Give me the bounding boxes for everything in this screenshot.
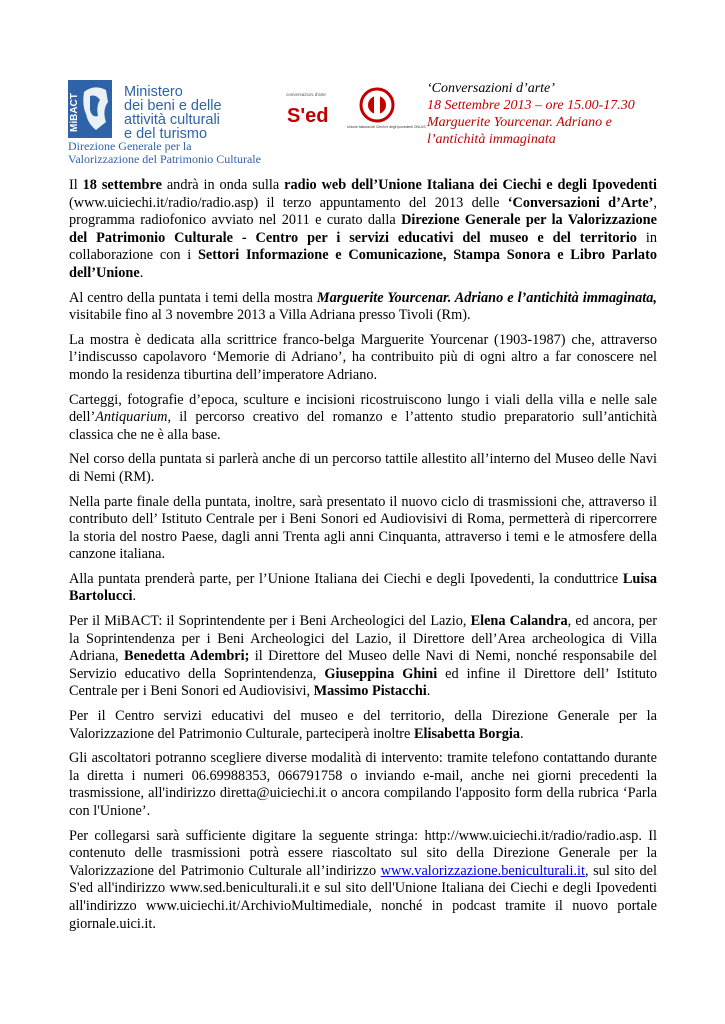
event-title: ‘Conversazioni d’arte’	[427, 81, 555, 96]
text-run: Per il MiBACT: il Soprintendente per i Beni Archeologici del Lazio,	[69, 613, 471, 630]
ministry-name-line: e del turismo	[124, 126, 208, 142]
paragraph: Nella parte finale della puntata, inoltre, sarà presentato il nuovo ciclo di trasmissioni che, attraverso il contributo dell’ Istituto Centrale per i Beni Sonori ed Audiovisivi di Roma, permetterà di ripercorrere la storia del nostro Paese, dagli anni Trenta agli anni Cinquanta, attraverso i temi e le atmosfere della canzone italiana.	[69, 493, 657, 563]
uici-caption: Unione Italiana dei Ciechi e degli Ipovedenti ONLUS	[347, 125, 426, 129]
bold-text: Giuseppina Ghini	[324, 665, 438, 682]
directorate-line: Direzione Generale per la	[68, 139, 192, 153]
valorizzazione-link[interactable]: www.valorizzazione.beniculturali.it	[380, 862, 585, 879]
paragraph	[69, 290, 657, 325]
text-run: Per collegarsi sarà sufficiente digitare la seguente stringa: http://www.uiciechi.it/radio/radio.asp. Il contenuto delle trasmissioni potrà essere riascoltato sul sito della Direzione Generale per la Valorizzazione del Patrimonio Culturale all’indirizzo	[69, 827, 657, 879]
text-run: .	[139, 264, 144, 281]
bold-text: Luisa Bartolucci	[69, 570, 657, 605]
bold-text: Elisabetta Borgia	[413, 725, 521, 742]
event-heading	[427, 80, 667, 148]
sed-logo	[285, 86, 340, 132]
paragraph	[69, 828, 657, 934]
sed-caption: conversazioni d'arte	[286, 92, 326, 97]
text-run: , programma radiofonico avviato nel 2011 e curato dalla	[69, 194, 657, 229]
text-run: .	[520, 725, 524, 742]
bold-text: ‘Conversazioni d’Arte’	[507, 194, 654, 211]
ministry-name	[124, 85, 222, 141]
text-run: Il	[69, 177, 83, 193]
paragraph: Gli ascoltatori potranno scegliere diverse modalità di intervento: tramite telefono contattando durante la diretta i numeri 06.69988353, 066791758 o inviando e-mail, anche nei giorni precedenti la trasmissione, all'indirizzo diretta@uiciechi.it o ancora compilando l'apposito form della rubrica ‘Parla con l'Unione’.	[69, 750, 657, 819]
event-subject-line: Marguerite Yourcenar. Adriano e	[427, 115, 612, 130]
sed-logo-text: S'ed	[287, 105, 329, 127]
paragraph	[69, 571, 657, 606]
paragraph: Nel corso della puntata si parlerà anche di un percorso tattile allestito all’interno del Museo delle Navi di Nemi (RM).	[69, 451, 657, 485]
mibact-emblem	[68, 80, 112, 138]
uici-logo	[345, 86, 426, 134]
text-run: , il percorso creativo del romanzo e l’attento studio preparatorio sull’antichità classica che ne è alla base.	[69, 409, 657, 443]
directorate-line: Valorizzazione del Patrimonio Culturale	[68, 152, 261, 166]
bold-text: Massimo Pistacchi	[313, 683, 427, 700]
text-run: visitabile fino al 3 novembre 2013 a Villa Adriana presso Tivoli (Rm).	[69, 307, 471, 324]
paragraph	[69, 392, 657, 445]
bold-text: Settori Informazione e Comunicazione, Stampa Sonora e Libro Parlato dell’Unione	[69, 247, 657, 281]
bold-text: Direzione Generale per la Valorizzazione del Patrimonio Culturale - Centro per i servizi educativi del museo e del territorio	[69, 212, 657, 246]
partner-logos	[285, 86, 426, 134]
document-body	[69, 177, 657, 940]
ministry-name-line: Ministero	[124, 84, 183, 100]
text-run: in collaborazione con i	[69, 229, 657, 264]
text-run: Alla puntata prenderà parte, per l’Unione Italiana dei Ciechi e degli Ipovedenti, la conduttrice	[69, 570, 623, 587]
bold-italic-text: Marguerite Yourcenar. Adriano e l’antichità immaginata,	[316, 289, 658, 306]
event-datetime: 18 Settembre 2013 – ore 15.00-17.30	[427, 98, 635, 113]
paragraph	[69, 708, 657, 743]
bold-text: 18 settembre	[82, 177, 162, 193]
bold-text: Benedetta Adembri;	[124, 648, 250, 665]
text-run: , ed ancora, per la Soprintendenza per i Beni Archeologici del Lazio, il Direttore dell’Area archeologica di Villa Adriana,	[69, 613, 657, 665]
text-run: il Direttore del Museo delle Navi di Nemi, nonché responsabile del Servizio educativo della Soprintendenza,	[69, 648, 657, 682]
event-subject-line: l’antichità immaginata	[427, 132, 556, 147]
paragraph	[69, 177, 657, 283]
paragraph	[69, 613, 657, 701]
bold-text: radio web dell’Unione Italiana dei Ciechi e degli Ipovedenti	[284, 177, 657, 193]
text-run: .	[426, 683, 431, 700]
paragraph: La mostra è dedicata alla scrittrice franco-belga Marguerite Yourcenar (1903-1987) che, attraverso l’indiscusso capolavoro ‘Memorie di Adriano’, ha contribuito più di ogni altro a far conoscere nel mondo la residenza tiburtina dell’imperatore Adriano.	[69, 331, 657, 383]
text-run: andrà in onda sulla	[161, 177, 285, 193]
bold-text: Elena Calandra	[470, 613, 568, 630]
italic-text: Antiquarium	[95, 409, 168, 426]
directorate-name	[68, 140, 261, 166]
ministry-name-line: dei beni e delle	[124, 98, 222, 114]
text-run: .	[132, 588, 137, 605]
mibact-vertical-text: MiBACT	[69, 93, 80, 132]
ministry-name-line: attività culturali	[124, 112, 220, 128]
text-run: Carteggi, fotografie d’epoca, sculture e incisioni ricostruiscono lungo i viali della villa e nelle sale dell’	[69, 391, 657, 426]
text-run: Al centro della puntata i temi della mostra	[69, 289, 317, 306]
text-run: ed infine il Direttore dell’ Istituto Centrale per i Beni Sonori ed Audiovisivi,	[69, 665, 657, 700]
text-run: Per il Centro servizi educativi del museo e del territorio, della Direzione Generale per la Valorizzazione del Patrimonio Culturale, parteciperà inoltre	[69, 708, 657, 742]
text-run: , sul sito del S'ed all'indirizzo www.sed.beniculturali.it e sul sito dell'Unione Italiana dei Ciechi e degli Ipovedenti all'indirizzo www.uiciechi.it/ArchivioMultimediale, nonché in podcast tramite il nuovo portale giornale.uici.it.	[69, 862, 657, 932]
text-run: (www.uiciechi.it/radio/radio.asp) il terzo appuntamento del 2013 delle	[69, 194, 508, 211]
